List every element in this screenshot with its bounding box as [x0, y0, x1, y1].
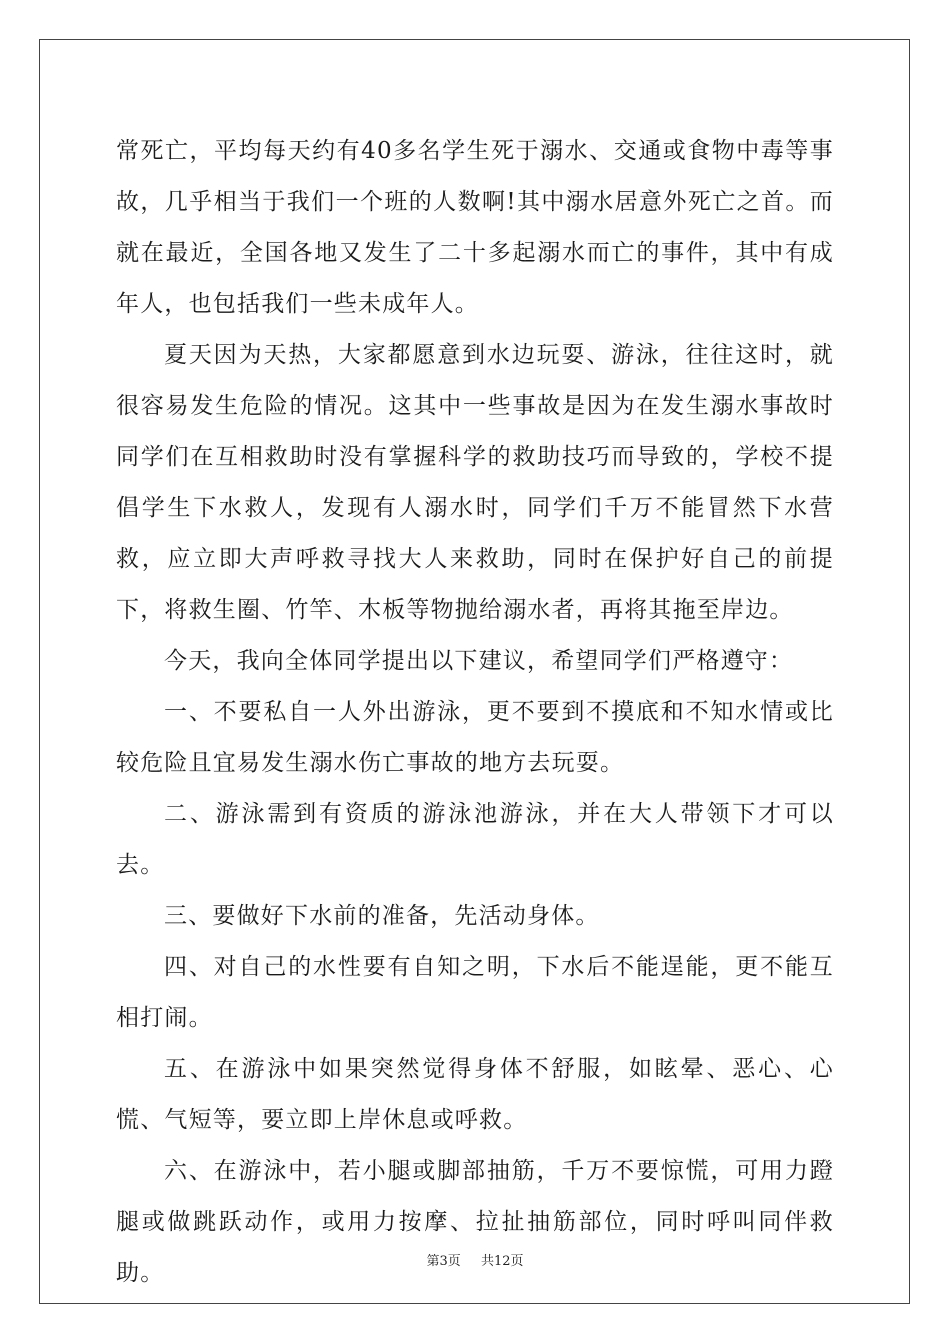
paragraph-summer-danger: 夏天因为天热，大家都愿意到水边玩耍、游泳，往往这时，就很容易发生危险的情况。这其中一些事故是因为在发生溺水事故时同学们在互相救助时没有掌握科学的救助技巧而导致的，学校不提倡学生下水救人，发现有人溺水时，同学们千万不能冒然下水营救，应立即大声呼救寻找大人来救助，同时在保护好自己的前提下，将救生圈、竹竿、木板等物抛给溺水者，再将其拖至岸边。 — [116, 342, 834, 623]
paragraph-rule-2: 二、游泳需到有资质的游泳池游泳，并在大人带领下才可以去。 — [116, 801, 834, 878]
paragraph-rule-5: 五、在游泳中如果突然觉得身体不舒服，如眩晕、恶心、心慌、气短等，要立即上岸休息或呼救。 — [116, 1056, 834, 1133]
paragraph-rule-3: 三、要做好下水前的准备，先活动身体。 — [164, 903, 600, 929]
document-body — [116, 126, 834, 1299]
paragraph-suggestions-intro: 今天，我向全体同学提出以下建议，希望同学们严格遵守： — [164, 648, 794, 674]
page-number: 第3页 — [426, 1254, 461, 1269]
page-footer — [0, 1250, 950, 1269]
page-total: 共12页 — [480, 1254, 524, 1269]
paragraph-rule-6: 六、在游泳中，若小腿或脚部抽筋，千万不要惊慌，可用力蹬腿或做跳跃动作，或用力按摩、拉扯抽筋部位，同时呼叫同伴救助。 — [116, 1158, 834, 1286]
paragraph-rule-1: 一、不要私自一人外出游泳，更不要到不摸底和不知水情或比较危险且宜易发生溺水伤亡事故的地方去玩耍。 — [116, 699, 834, 776]
paragraph-continuation: 常死亡，平均每天约有40多名学生死于溺水、交通或食物中毒等事故，几乎相当于我们一个班的人数啊!其中溺水居意外死亡之首。而就在最近，全国各地又发生了二十多起溺水而亡的事件，其中有成年人，也包括我们一些未成年人。 — [116, 138, 834, 317]
paragraph-rule-4: 四、对自己的水性要有自知之明，下水后不能逞能，更不能互相打闹。 — [116, 954, 834, 1031]
